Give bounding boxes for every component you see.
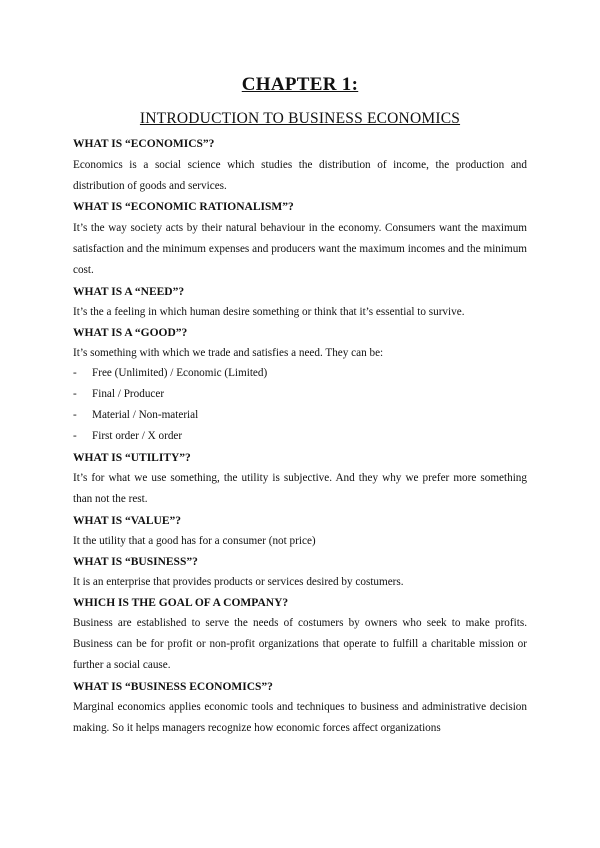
- section-heading: WHAT IS “BUSINESS ECONOMICS”?: [73, 681, 273, 693]
- chapter-title: CHAPTER 1:: [241, 74, 359, 95]
- section-text: It is an enterprise that provides products or services desired by costumers.: [73, 576, 404, 588]
- section-heading: WHICH IS THE GOAL OF A COMPANY?: [73, 597, 289, 609]
- section-heading: WHAT IS A “GOOD”?: [73, 327, 188, 339]
- list-item: - First order / X order: [73, 430, 183, 442]
- list-item: - Final / Producer: [73, 388, 165, 400]
- section-text: It’s the a feeling in which human desire something or think that it’s essential to survive.: [73, 306, 465, 318]
- section-heading: WHAT IS “UTILITY”?: [73, 452, 191, 464]
- section-text: It’s for what we use something, the utility is subjective. And they why we prefer more something than not the rest.: [73, 472, 527, 505]
- list-item: - Material / Non-material: [73, 409, 199, 421]
- section-text: It the utility that a good has for a consumer (not price): [73, 535, 316, 547]
- section-text: It’s the way society acts by their natural behaviour in the economy. Consumers want the maximum satisfaction and the minimum expenses and producers want the maximum incomes and the minimum cost.: [73, 222, 527, 276]
- section-heading: WHAT IS “ECONOMIC RATIONALISM”?: [73, 201, 294, 213]
- section-heading: WHAT IS “ECONOMICS”?: [73, 138, 215, 150]
- chapter-subtitle: INTRODUCTION TO BUSINESS ECONOMICS: [139, 110, 461, 127]
- section-heading: WHAT IS “VALUE”?: [73, 515, 182, 527]
- section-text: Business are established to serve the needs of costumers by owners who seek to make profits. Business can be for profit or non-profit organizations that operate to fulfill a charitable mission or further a social cause.: [73, 617, 527, 671]
- section-text: Economics is a social science which studies the distribution of income, the production and distribution of goods and services.: [73, 159, 527, 192]
- section-heading: WHAT IS “BUSINESS”?: [73, 556, 198, 568]
- list-item: - Free (Unlimited) / Economic (Limited): [73, 367, 268, 379]
- section-text: It’s something with which we trade and satisfies a need. They can be:: [73, 347, 384, 359]
- section-heading: WHAT IS A “NEED”?: [73, 286, 185, 298]
- section-text: Marginal economics applies economic tools and techniques to business and administrative decision making. So it helps managers recognize how economic forces affect organizations: [73, 701, 527, 734]
